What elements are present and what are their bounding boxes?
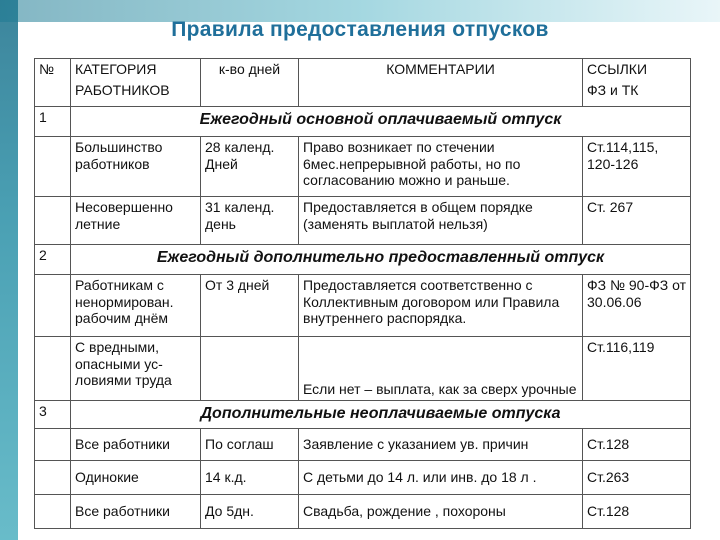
- page-title: Правила предоставления отпусков: [171, 18, 549, 41]
- row-ref: Ст.128: [583, 429, 691, 461]
- row-num: [35, 495, 71, 529]
- row-ref: ФЗ № 90-ФЗ от 30.06.06: [583, 275, 691, 337]
- row-comment: [299, 337, 583, 401]
- row-category: Все работники: [71, 495, 201, 529]
- row-category: Большинство работников: [71, 137, 201, 197]
- row-ref: Ст.114,115, 120-126: [583, 137, 691, 197]
- section-title: Дополнительные неоплачиваемые отпуска: [71, 401, 691, 429]
- row-num: [35, 337, 71, 401]
- section-row-1: [35, 107, 691, 137]
- row-comment: Заявление с указанием ув. причин: [299, 429, 583, 461]
- table-header-row: [35, 59, 691, 107]
- row-days: По соглаш: [201, 429, 299, 461]
- section-row-2: [35, 245, 691, 275]
- row-category: С вредными, опасными ус-ловиями труда: [71, 337, 201, 401]
- row-days: 31 календ. день: [201, 197, 299, 245]
- row-days: 14 к.д.: [201, 461, 299, 495]
- section-num: 1: [35, 107, 71, 137]
- decorative-left-band: [0, 0, 18, 540]
- row-num: [35, 275, 71, 337]
- header-num: №: [35, 59, 71, 107]
- row-category: Работникам с ненормирован. рабочим днём: [71, 275, 201, 337]
- row-comment: Право возникает по стечении 6мес.непрерывной работы, но по согласованию можно и раньше.: [299, 137, 583, 197]
- row-num: [35, 137, 71, 197]
- header-category: [71, 59, 201, 107]
- table-row: [35, 429, 691, 461]
- table-row: [35, 197, 691, 245]
- row-comment: С детьми до 14 л. или инв. до 18 л .: [299, 461, 583, 495]
- row-ref: Ст.128: [583, 495, 691, 529]
- section-num: 3: [35, 401, 71, 429]
- header-category-line1: КАТЕГОРИЯ: [75, 61, 157, 77]
- row-num: [35, 461, 71, 495]
- header-refs-line2: ФЗ и ТК: [587, 81, 639, 98]
- vacation-rules-table: [34, 58, 691, 529]
- header-comments: КОММЕНТАРИИ: [299, 59, 583, 107]
- header-category-line2: РАБОТНИКОВ: [75, 81, 170, 98]
- section-title: Ежегодный дополнительно предоставленный отпуск: [71, 245, 691, 275]
- table-row: [35, 495, 691, 529]
- section-title: Ежегодный основной оплачиваемый отпуск: [71, 107, 691, 137]
- table-row: [35, 461, 691, 495]
- row-ref: Ст.263: [583, 461, 691, 495]
- row-ref: Ст.116,119: [583, 337, 691, 401]
- table-row: [35, 275, 691, 337]
- row-category: Одинокие: [71, 461, 201, 495]
- row-comment: Свадьба, рождение , похороны: [299, 495, 583, 529]
- row-days: 28 календ. Дней: [201, 137, 299, 197]
- row-comment: Предоставляется соответственно с Коллективным договором или Правила внутреннего распорядка.: [299, 275, 583, 337]
- row-days: От 3 дней: [201, 275, 299, 337]
- section-row-3: [35, 401, 691, 429]
- table-row: [35, 137, 691, 197]
- row-days: [201, 337, 299, 401]
- row-category: Несовершенно летние: [71, 197, 201, 245]
- row-comment: Предоставляется в общем порядке (заменять выплатой нельзя): [299, 197, 583, 245]
- row-category: Все работники: [71, 429, 201, 461]
- header-refs: [583, 59, 691, 107]
- row-comment-text: Если нет – выплата, как за сверх урочные: [303, 381, 577, 398]
- row-num: [35, 429, 71, 461]
- row-num: [35, 197, 71, 245]
- table-row: [35, 337, 691, 401]
- row-days: До 5дн.: [201, 495, 299, 529]
- row-ref: Ст. 267: [583, 197, 691, 245]
- header-days: к-во дней: [201, 59, 299, 107]
- section-num: 2: [35, 245, 71, 275]
- header-refs-line1: ССЫЛКИ: [587, 61, 648, 77]
